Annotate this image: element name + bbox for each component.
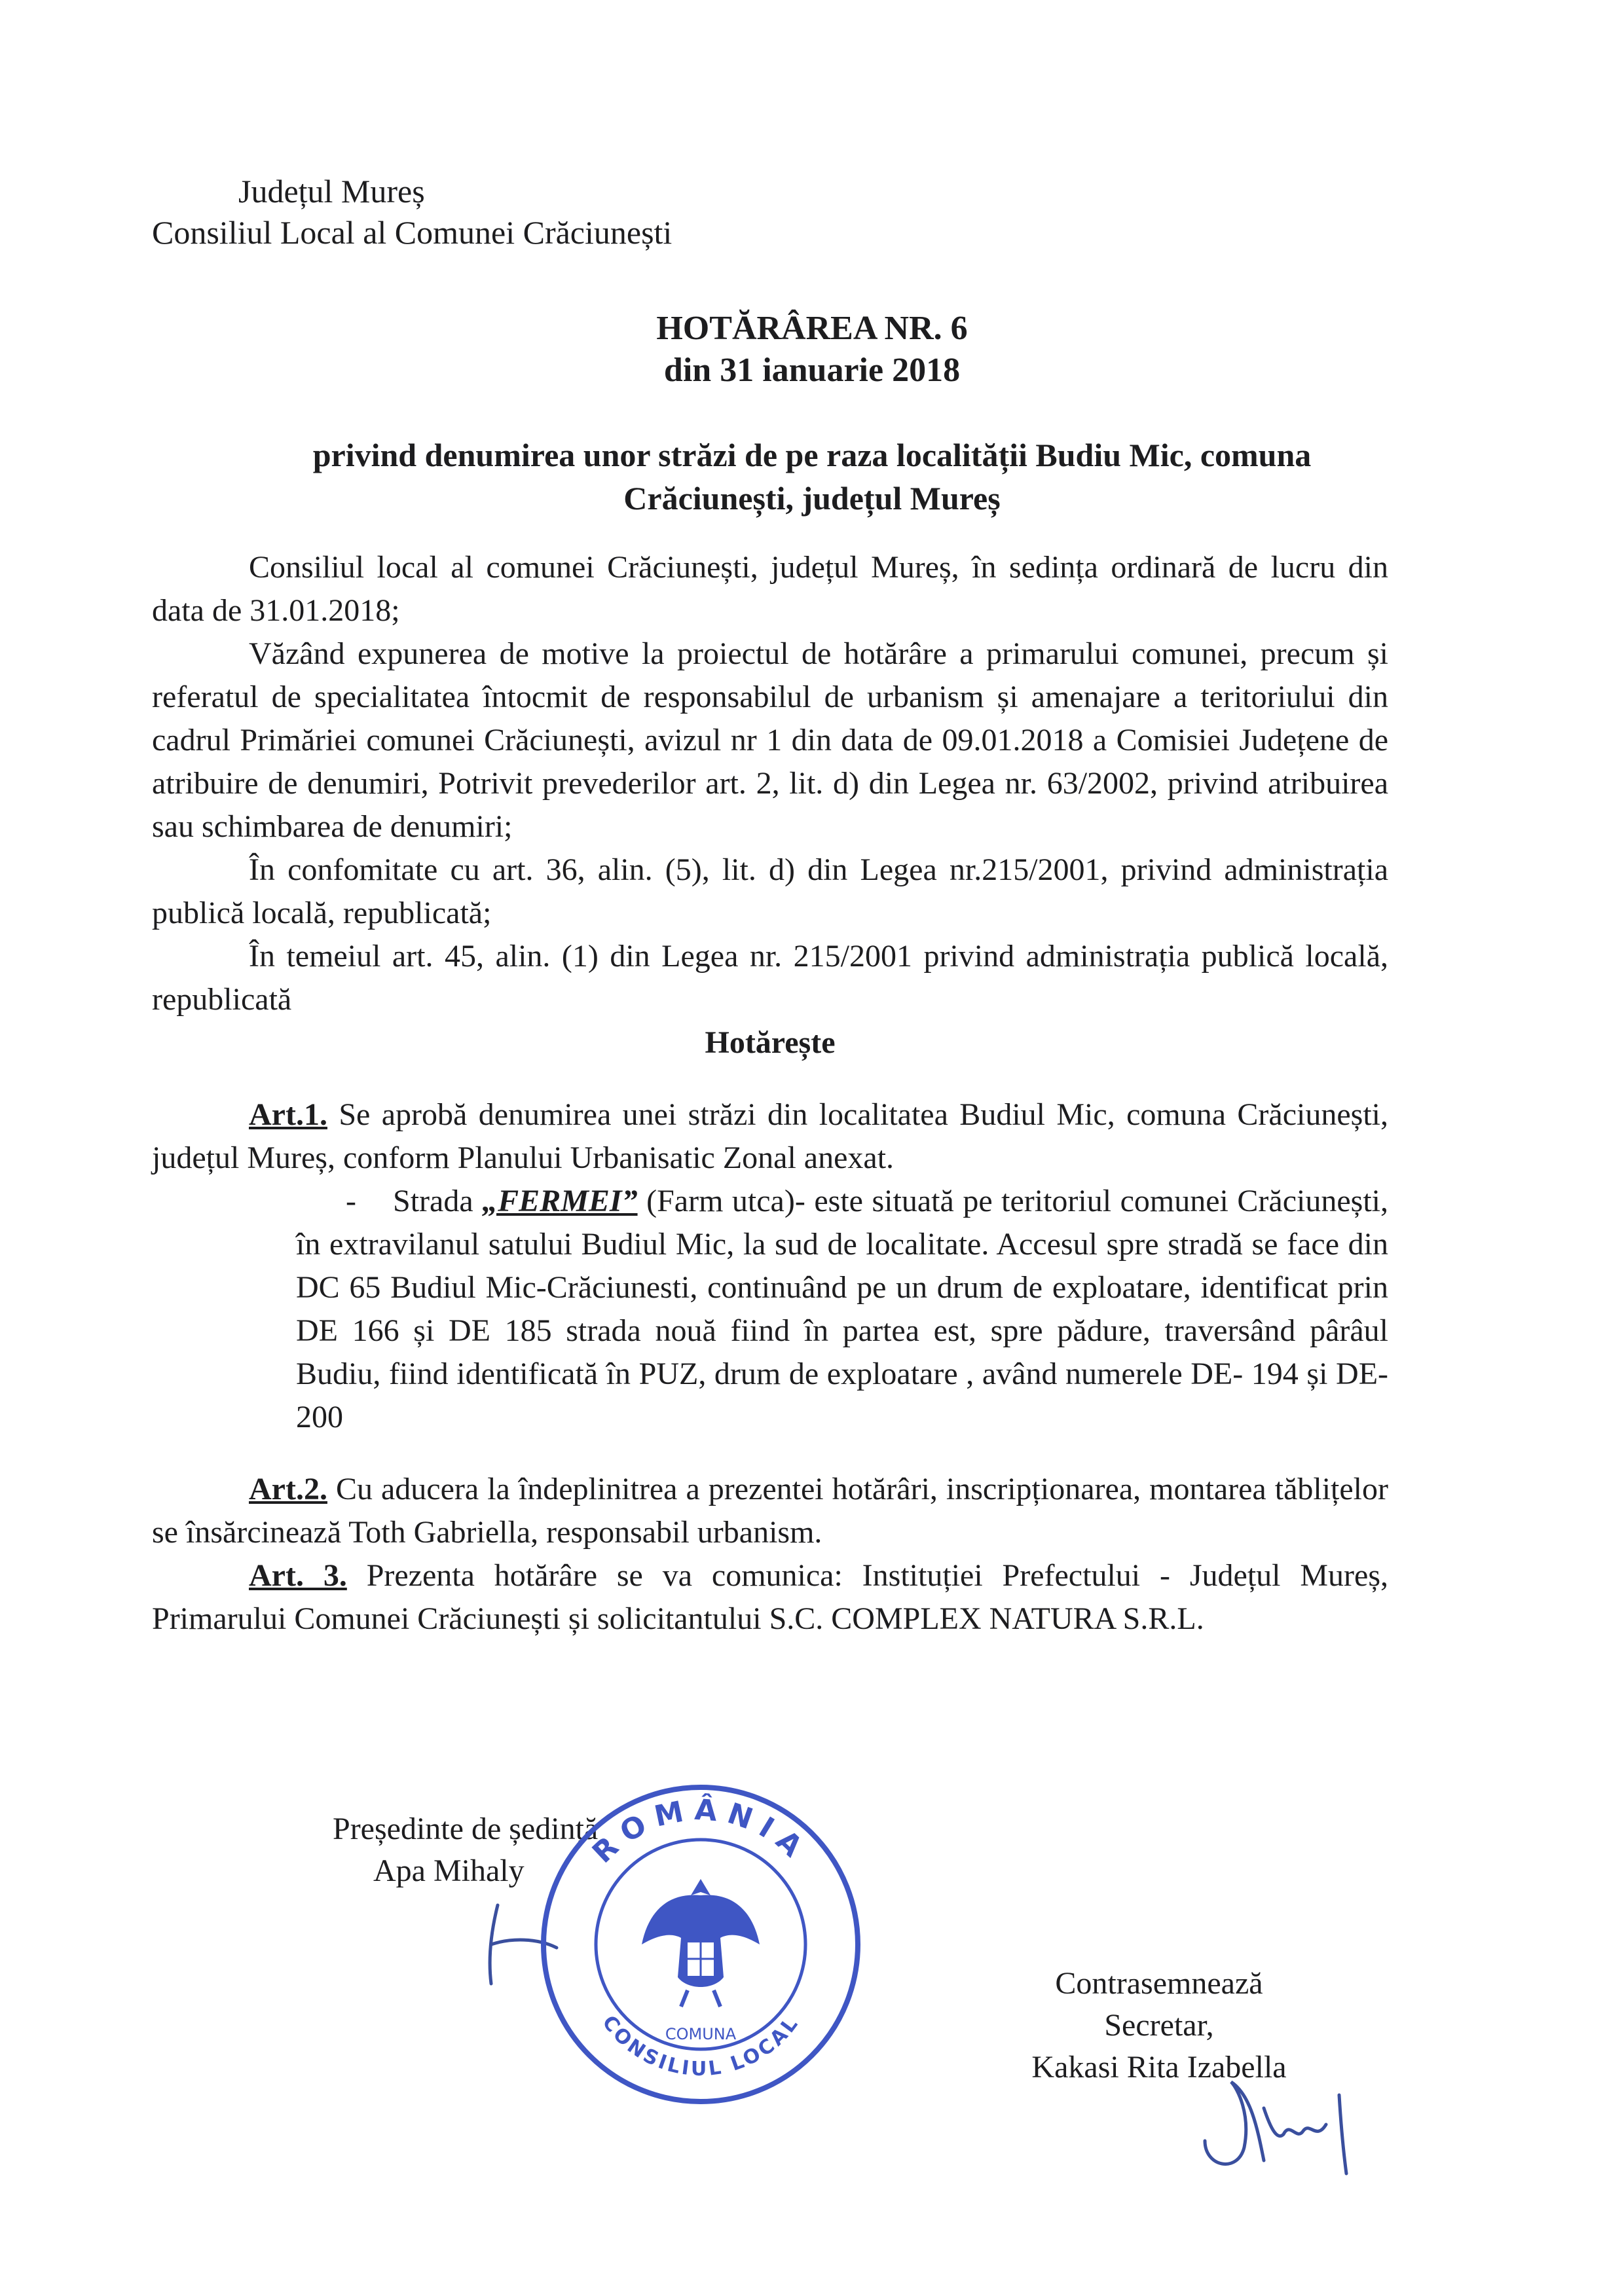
bullet-prefix: Strada [393,1184,483,1218]
article-1-label: Art.1. [249,1097,327,1132]
article-2-label: Art.2. [249,1472,327,1506]
article-2-text: Cu aducera la îndeplinitrea a prezentei hotărâri, inscripționarea, montarea tăblițelor se însărcinează Toth Gabriella, responsabil urbanism. [152,1472,1388,1550]
preamble-paragraph-3: În confomitate cu art. 36, alin. (5), lit. d) din Legea nr.215/2001, privind administrația publică locală, republicată; [152,852,1388,930]
article-1 [152,1093,1388,1180]
county-name: Județul Mureș [238,173,425,210]
article-2 [152,1468,1388,1554]
council-seal-icon [537,1781,864,2108]
seal-bottom-text: CONSILIUL LOCAL [597,2011,804,2081]
preamble-paragraph-2: Văzând expunerea de motive la proiectul de hotărâre a primarului comunei, precum și referatul de specialitatea întocmit de responsabilul de urbanism și amenajare a teritoriului din cadrul Primăriei comunei Crăciunești, avizul nr 1 din data de 09.01.2018 a Comisiei Județene de atribuire de denumiri, Potrivit prevederilor art. 2, lit. d) din Legea nr. 63/2002, privind atribuirea sau schimbarea de denumiri; [152,636,1388,844]
countersign-label: Contrasemnează [1055,1966,1263,2001]
article-3 [152,1554,1388,1641]
secretary-title: Secretar, [1104,2008,1214,2043]
street-name: „FERMEI” [482,1184,638,1218]
eagle-emblem-icon [642,1879,760,2007]
president-title: Președinte de ședință [333,1812,599,1846]
decision-date: din 31 ianuarie 2018 [663,352,961,389]
article-3-text: Prezenta hotărâre se va comunica: Instituției Prefectului - Județul Mureș, Primarului Comunei Crăciunești și solicitantului S.C. COMPLEX NATURA S.R.L. [152,1558,1389,1636]
seal-commune-text: COMUNA [665,2025,737,2043]
article-1-bullet [152,1180,1388,1439]
secretary-signature-icon [1192,2069,1362,2180]
bullet-dash: - [346,1184,356,1218]
decides-heading: Hotărește [705,1025,836,1060]
decision-title: HOTĂRÂREA NR. 6 [656,310,968,347]
secretary-name: Kakasi Rita Izabella [1031,2050,1287,2085]
president-name: Apa Mihaly [373,1853,525,1888]
article-3-label: Art. 3. [249,1558,347,1593]
council-name: Consiliul Local al Comunei Crăciunești [152,214,673,251]
preamble-paragraph-4: În temeiul art. 45, alin. (1) din Legea nr. 215/2001 privind administrația publică locală, republicată [152,939,1388,1017]
seal-top-text: ROMÂNIA [586,1793,815,1870]
decision-subject-line2: Crăciunești, județul Mureș [623,480,1001,517]
bullet-text: (Farm utca)- este situată pe teritoriul comunei Crăciunești, în extravilanul satului Budiul Mic, la sud de localitate. Accesul spre stradă se face din DC 65 Budiul Mic-Crăciunesti, continuând pe un drum de exploatare, identificat prin DE 166 și DE 185 strada nouă fiind în partea est, spre pădure, traversând pârâul Budiu, fiind identificată în PUZ, drum de exploatare , având numerele DE- 194 și DE- 200 [296,1184,1389,1434]
decision-subject-line1: privind denumirea unor străzi de pe raza localității Budiu Mic, comuna [312,437,1312,473]
preamble-paragraph-1: Consiliul local al comunei Crăciunești, județul Mureș, în sedința ordinară de lucru din data de 31.01.2018; [152,550,1388,628]
document-body [152,546,1388,1641]
svg-text:ROMÂNIA [586,1792,815,1870]
article-1-text: Se aprobă denumirea unei străzi din localitatea Budiul Mic, comuna Crăciunești, județul Mureș, conform Planului Urbanisatic Zonal anexat. [152,1097,1388,1175]
